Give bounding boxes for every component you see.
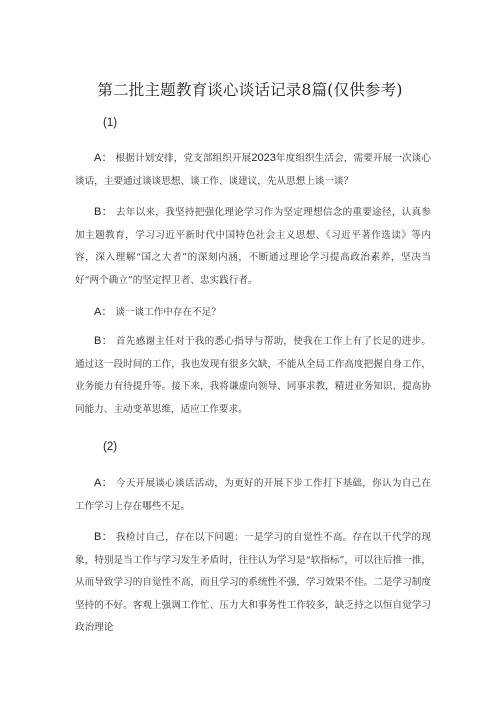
speaker-label: B：: [94, 206, 113, 218]
speaker-label: B：: [94, 531, 113, 543]
paragraph-text: 我检讨自己，存在以下问题：一是学习的自觉性不高。存在以干代学的现象，特别是当工作与学习发生矛盾时，往往认为学习是“软指标”，可以往后推一推，从而导致学习的自觉性不高，而且学习的系统性不强，学习效果不佳。二是学习制度坚持的不好。客观上强调工作忙、压力大和事务性工作较多，缺乏持之以恒自觉学习政治理论: [75, 532, 432, 634]
speaker-label: A：: [94, 152, 113, 164]
paragraph-2-2: [75, 526, 431, 640]
section-label-2: (2): [103, 441, 118, 453]
paragraph-text: 今天开展谈心谈话活动，为更好的开展下步工作打下基础，你认为自己在工作学习上存在哪些不足。: [75, 478, 432, 512]
speaker-label: B：: [94, 335, 113, 347]
paragraph-1-2: [75, 201, 431, 292]
paragraph-text: 谈一谈工作中存在不足？: [115, 307, 221, 318]
speaker-label: A：: [94, 306, 113, 318]
paragraph-1-4: [75, 330, 431, 421]
speaker-label: A：: [94, 477, 113, 489]
paragraph-1-1: [75, 147, 431, 193]
paragraph-text: 首先感谢主任对于我的悉心指导与帮助，使我在工作上有了长足的进步。通过这一段时间的工作，我也发现有很多欠缺，不能从全局工作高度把握自身工作，业务能力有待提升等。接下来，我将谦虚向领导、同事求教，精进业务知识、提高协同能力、主动变革思维，适应工作要求。: [75, 336, 432, 415]
paragraph-text: 去年以来，我坚持把强化理论学习作为坚定理想信念的重要途径，认真参加主题教育，学习习近平新时代中国特色社会主义思想、《习近平著作选读》等内容，深入理解“国之大者”的深刻内涵，不断通过理论学习提高政治素养，坚决当好“两个确立”的坚定捍卫者、忠实践行者。: [75, 207, 432, 286]
paragraph-1-3: [75, 301, 431, 325]
section-label-1: (1): [103, 117, 118, 129]
paragraph-text: 根据计划安排，党支部组织开展: [115, 153, 252, 164]
year-number: 2023: [251, 152, 276, 164]
paragraph-text: 年度组织生活会，需要开展一次谈心谈话，主要通过谈谈思想、谈工作、谈建议，先从思想上谈一谈？: [75, 153, 432, 187]
document-title: 第二批主题教育谈心谈话记录8篇(仅供参考): [97, 81, 403, 99]
paragraph-2-1: [75, 472, 431, 518]
